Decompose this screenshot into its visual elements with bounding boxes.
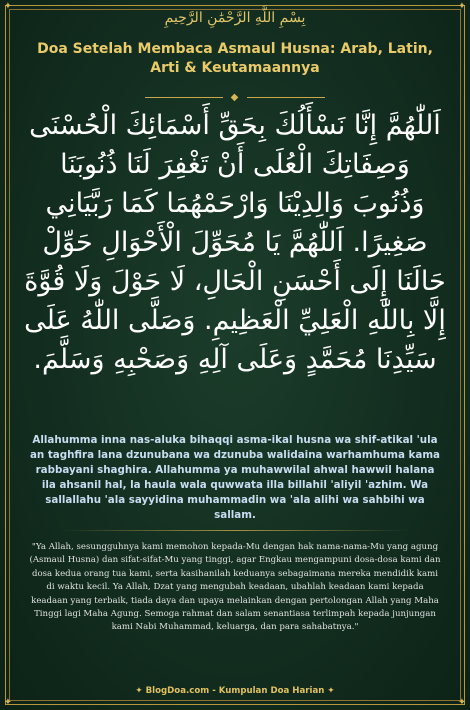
basmala-heading: بِسْمِ اللَّهِ الرَّحْمَٰنِ الرَّحِيمِ <box>164 10 306 26</box>
indonesian-translation: "Ya Allah, sesungguhnya kami memohon kepada-Mu dengan hak nama-nama-Mu yang agung (Asmaul Husna) dan sifat-sifat-Mu yang tinggi, agar Engkau mengampuni dosa-dosa kami dan dosa kedua orang tua kami, serta kasihanilah keduanya sebagaimana mereka mendidik kami di waktu kecil. Ya Allah, Dzat yang mengubah keadaan, ubahlah keadaan kami kepada keadaan yang terbaik, tiada daya dan upaya melainkan dengan pertolongan Allah yang Maha Tinggi lagi Maha Agung. Semoga rahmat dan salam senantiasa terlimpah kepada junjungan kami Nabi Muhammad, keluarga, dan para sahabatnya." <box>29 542 441 633</box>
title-divider <box>145 94 325 102</box>
footer-credit: ✦ BlogDoa.com - Kumpulan Doa Harian ✦ <box>135 686 335 696</box>
page-title: Doa Setelah Membaca Asmaul Husna: Arab, Latin, Arti & Keutamaannya <box>37 41 433 76</box>
corner-star-icon: ✦ <box>457 697 467 708</box>
corner-star-icon: ✦ <box>457 1 467 12</box>
latin-transliteration: Allahumma inna nas-aluka bihaqqi asma-ikal husna wa shif-atikal 'ula an taghfira lana dzunubana wa dzunuba walidaina warhamhuma kama rabbayani shaghira. Allahumma ya muhawwilal ahwal hawwil halana ila ahsanil hal, la haula wala quwwata illa billahil 'aliyil 'azhim. Wa sallallahu 'ala sayyidina muhammadin wa 'ala alihi wa sahbihi wa sallam. <box>29 434 441 521</box>
section-divider <box>60 530 410 531</box>
diamond-ornament-icon: ◆ <box>230 92 239 103</box>
divider-line-left <box>145 97 223 98</box>
corner-star-icon: ✦ <box>3 697 13 708</box>
arabic-prayer-text: اَللّٰهُمَّ إِنَّا نَسْأَلُكَ بِحَقِّ أَسْمَائِكَ الْحُسْنَى وَصِفَاتِكَ الْعُلَى أَنْ تَغْفِرَ لَنَا ذُنُوبَنَا وَذُنُوبَ وَالِدِيْنَا وَارْحَمْهُمَا كَمَا رَبَّيَانِي صَغِيرًا. اَللّٰهُمَّ يَا مُحَوِّلَ الْأَحْوَالِ حَوِّلْ حَالَنَا إِلَى أَحْسَنِ الْحَالِ، لَا حَوْلَ وَلَا قُوَّةَ إِلَّا بِاللّٰهِ الْعَلِيِّ الْعَظِيمِ. وَصَلَّى اللّٰهُ عَلَى سَيِّدِنَا مُحَمَّدٍ وَعَلَى آلِهِ وَصَحْبِهِ وَسَلَّمَ. <box>24 110 446 375</box>
divider-line-right <box>247 97 325 98</box>
corner-star-icon: ✦ <box>3 1 13 12</box>
